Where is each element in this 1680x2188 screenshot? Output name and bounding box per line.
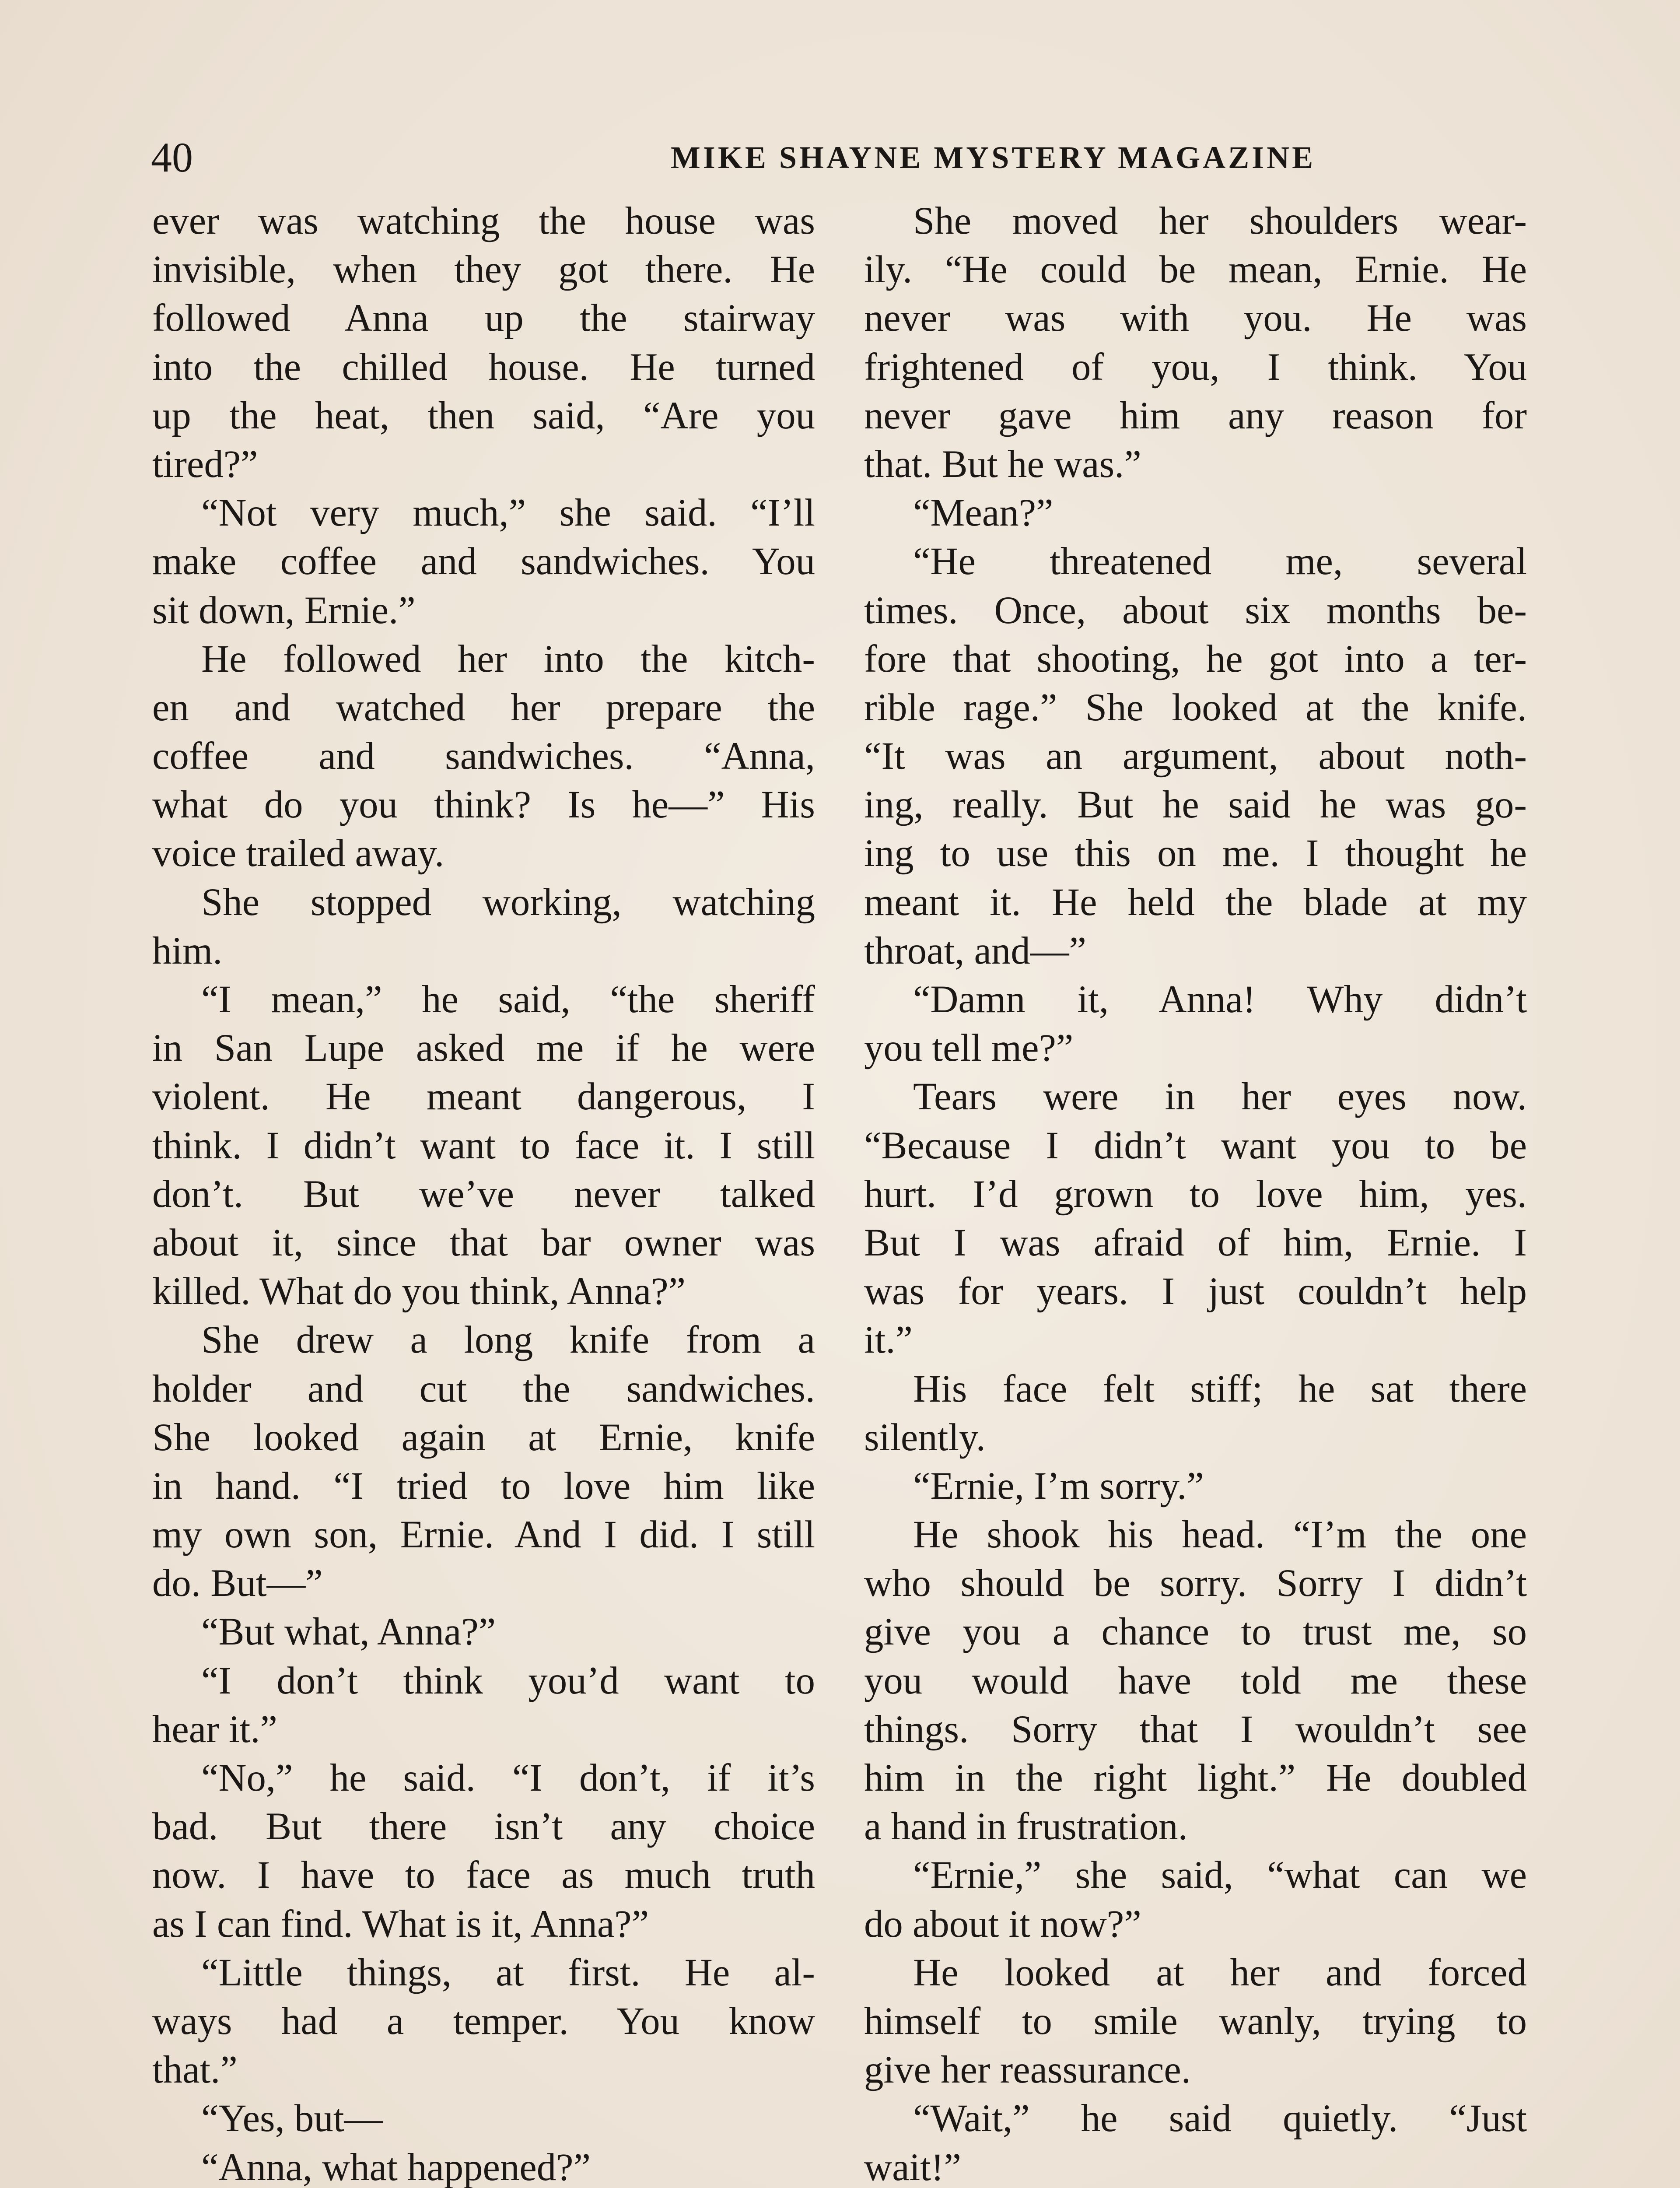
text-line: holder and cut the sandwiches. xyxy=(152,1367,815,1410)
text-line: followed Anna up the stairway xyxy=(152,297,815,340)
text-line: a hand in frustration. xyxy=(864,1805,1188,1848)
text-line: “Little things, at first. He al- xyxy=(201,1951,815,1994)
text-line: think. I didn’t want to face it. I still xyxy=(152,1124,815,1167)
text-line: frightened of you, I think. You xyxy=(864,345,1527,389)
left-text-column xyxy=(152,197,815,2188)
text-line: him in the right light.” He doubled xyxy=(864,1757,1527,1799)
text-line: into the chilled house. He turned xyxy=(152,345,815,389)
text-line: rible rage.” She looked at the knife. xyxy=(864,686,1527,729)
text-line: coffee and sandwiches. “Anna, xyxy=(152,735,815,778)
text-line: “Anna, what happened?” xyxy=(201,2146,591,2188)
text-line: ways had a temper. You know xyxy=(152,1999,815,2043)
text-line: “Because I didn’t want you to be xyxy=(864,1124,1527,1167)
text-line: She moved her shoulders wear- xyxy=(913,200,1527,242)
text-line: “Wait,” he said quietly. “Just xyxy=(913,2097,1527,2140)
text-line: things. Sorry that I wouldn’t see xyxy=(864,1708,1527,1751)
text-line: you would have told me these xyxy=(864,1659,1527,1702)
text-line: what do you think? Is he—” His xyxy=(152,783,815,827)
text-line: “I mean,” he said, “the sheriff xyxy=(201,978,815,1021)
text-line: He looked at her and forced xyxy=(913,1951,1527,1994)
text-line: voice trailed away. xyxy=(152,832,444,875)
text-line: never was with you. He was xyxy=(864,297,1527,340)
text-line: him. xyxy=(152,929,223,972)
text-line: “Not very much,” she said. “I’ll xyxy=(201,491,815,535)
text-line: was for years. I just couldn’t help xyxy=(864,1270,1527,1313)
text-line: fore that shooting, he got into a ter- xyxy=(864,637,1527,680)
text-line: “Mean?” xyxy=(913,491,1054,535)
text-line: sit down, Ernie.” xyxy=(152,589,416,632)
text-line: wait!” xyxy=(864,2146,961,2188)
text-line: “Ernie, I’m sorry.” xyxy=(913,1464,1204,1508)
text-line: himself to smile wanly, trying to xyxy=(864,1999,1527,2043)
text-line: it.” xyxy=(864,1318,913,1362)
text-line: times. Once, about six months be- xyxy=(864,589,1527,632)
text-line: ever was watching the house was xyxy=(152,200,815,242)
text-line: He followed her into the kitch- xyxy=(201,637,815,680)
text-line: in hand. “I tried to love him like xyxy=(152,1464,815,1508)
text-line: “But what, Anna?” xyxy=(201,1610,496,1654)
text-line: She drew a long knife from a xyxy=(201,1318,815,1362)
text-line: give you a chance to trust me, so xyxy=(864,1610,1527,1654)
text-line: “No,” he said. “I don’t, if it’s xyxy=(201,1757,815,1799)
text-line: “Yes, but— xyxy=(201,2097,383,2140)
text-line: make coffee and sandwiches. You xyxy=(152,540,815,583)
text-line: invisible, when they got there. He xyxy=(152,248,815,291)
text-line: hurt. I’d grown to love him, yes. xyxy=(864,1172,1527,1216)
text-line: now. I have to face as much truth xyxy=(152,1854,815,1897)
text-line: But I was afraid of him, Ernie. I xyxy=(864,1221,1527,1264)
text-line: “He threatened me, several xyxy=(913,540,1527,583)
text-line: tired?” xyxy=(152,442,258,486)
text-line: ing to use this on me. I thought he xyxy=(864,832,1527,875)
text-line: violent. He meant dangerous, I xyxy=(152,1075,815,1119)
text-line: hear it.” xyxy=(152,1708,277,1751)
page-header xyxy=(151,127,1538,188)
running-head: MIKE SHAYNE MYSTERY MAGAZINE xyxy=(670,140,1316,175)
text-line: never gave him any reason for xyxy=(864,394,1527,437)
right-text-column xyxy=(864,197,1527,2188)
text-line: do about it now?” xyxy=(864,1902,1141,1946)
text-line: bad. But there isn’t any choice xyxy=(152,1805,815,1848)
text-line: en and watched her prepare the xyxy=(152,686,815,729)
text-line: “Ernie,” she said, “what can we xyxy=(913,1854,1527,1897)
text-line: throat, and—” xyxy=(864,929,1086,972)
text-line: that. But he was.” xyxy=(864,442,1141,486)
text-line: in San Lupe asked me if he were xyxy=(152,1027,815,1070)
text-line: who should be sorry. Sorry I didn’t xyxy=(864,1562,1527,1605)
text-line: “It was an argument, about noth- xyxy=(864,735,1527,778)
text-line: my own son, Ernie. And I did. I still xyxy=(152,1513,815,1557)
text-line: Tears were in her eyes now. xyxy=(913,1075,1527,1119)
text-line: that.” xyxy=(152,2048,238,2092)
text-line: silently. xyxy=(864,1416,986,1459)
text-line: about it, since that bar owner was xyxy=(152,1221,815,1264)
text-line: ing, really. But he said he was go- xyxy=(864,783,1527,827)
text-line: She looked again at Ernie, knife xyxy=(152,1416,815,1459)
text-line: He shook his head. “I’m the one xyxy=(913,1513,1527,1557)
text-line: killed. What do you think, Anna?” xyxy=(152,1270,686,1313)
text-line: you tell me?” xyxy=(864,1027,1074,1070)
text-line: She stopped working, watching xyxy=(201,880,815,924)
page-number: 40 xyxy=(151,134,193,181)
text-line: give her reassurance. xyxy=(864,2048,1191,2092)
text-line: don’t. But we’ve never talked xyxy=(152,1172,815,1216)
text-line: His face felt stiff; he sat there xyxy=(913,1367,1527,1410)
text-line: as I can find. What is it, Anna?” xyxy=(152,1902,649,1946)
text-line: “Damn it, Anna! Why didn’t xyxy=(913,978,1527,1021)
text-line: “I don’t think you’d want to xyxy=(201,1659,815,1702)
text-line: ily. “He could be mean, Ernie. He xyxy=(864,248,1527,291)
text-line: do. But—” xyxy=(152,1562,323,1605)
text-line: meant it. He held the blade at my xyxy=(864,880,1527,924)
text-line: up the heat, then said, “Are you xyxy=(152,394,815,437)
